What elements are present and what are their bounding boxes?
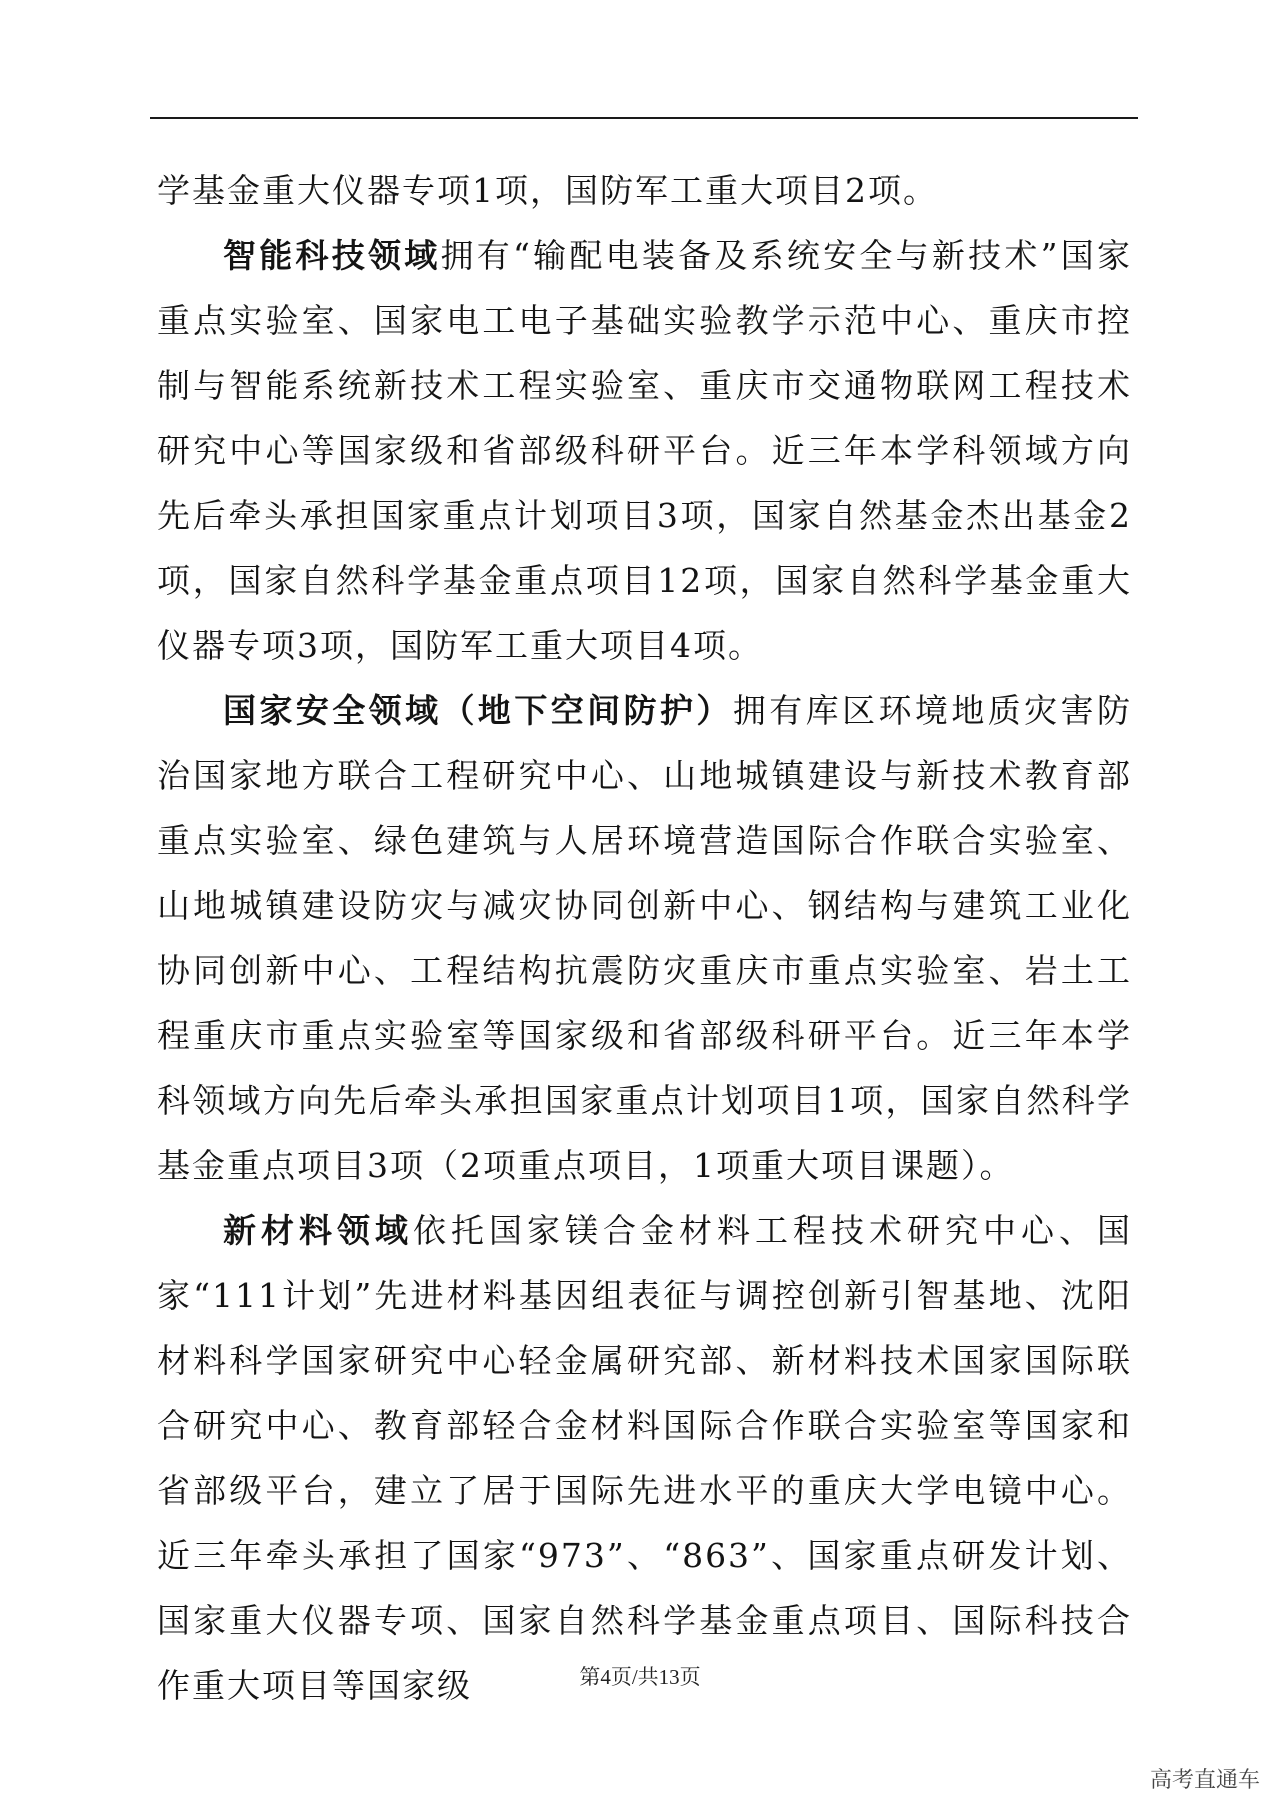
header-rule bbox=[150, 117, 1138, 119]
paragraph-text: 拥有“输配电装备及系统安全与新技术”国家重点实验室、国家电工电子基础实验教学示范中心、重庆市控制与智能系统新技术工程实验室、重庆市交通物联网工程技术研究中心等国家级和省部级科研平台。近三年本学科领域方向先后牵头承担国家重点计划项目3项，国家自然基金杰出基金2项，国家自然科学基金重点项目12项，国家自然科学基金重大仪器专项3项，国防军工重大项目4项。 bbox=[157, 236, 1132, 665]
paragraph-text: 依托国家镁合金材料工程技术研究中心、国家“111计划”先进材料基因组表征与调控创新引智基地、沈阳材料科学国家研究中心轻金属研究部、新材料技术国家国际联合研究中心、教育部轻合金材料国际合作联合实验室等国家和省部级平台，建立了居于国际先进水平的重庆大学电镜中心。近三年牵头承担了国家“973”、“863”、国家重点研发计划、国家重大仪器专项、国家自然科学基金重点项目、国际科技合作重大项目等国家级 bbox=[157, 1211, 1132, 1705]
paragraph bbox=[157, 223, 1132, 678]
paragraph-lead: 智能科技领域 bbox=[223, 236, 441, 275]
paragraph-lead: 新材料领域 bbox=[223, 1211, 413, 1250]
paragraph bbox=[157, 678, 1132, 1198]
paragraph-text: 拥有库区环境地质灾害防治国家地方联合工程研究中心、山地城镇建设与新技术教育部重点实验室、绿色建筑与人居环境营造国际合作联合实验室、山地城镇建设防灾与减灾协同创新中心、钢结构与建筑工业化协同创新中心、工程结构抗震防灾重庆市重点实验室、岩土工程重庆市重点实验室等国家级和省部级科研平台。近三年本学科领域方向先后牵头承担国家重点计划项目1项，国家自然科学基金重点项目3项（2项重点项目，1项重大项目课题）。 bbox=[157, 691, 1133, 1185]
paragraph bbox=[157, 158, 1132, 223]
watermark: 高考直通车 bbox=[1149, 1768, 1260, 1793]
paragraph bbox=[157, 1198, 1132, 1718]
paragraph-text: 学基金重大仪器专项1项，国防军工重大项目2项。 bbox=[157, 171, 938, 210]
document-body bbox=[157, 158, 1132, 1718]
page-number: 第4页/共13页 bbox=[579, 1665, 701, 1689]
paragraph-lead: 国家安全领域（地下空间防护） bbox=[223, 691, 733, 730]
